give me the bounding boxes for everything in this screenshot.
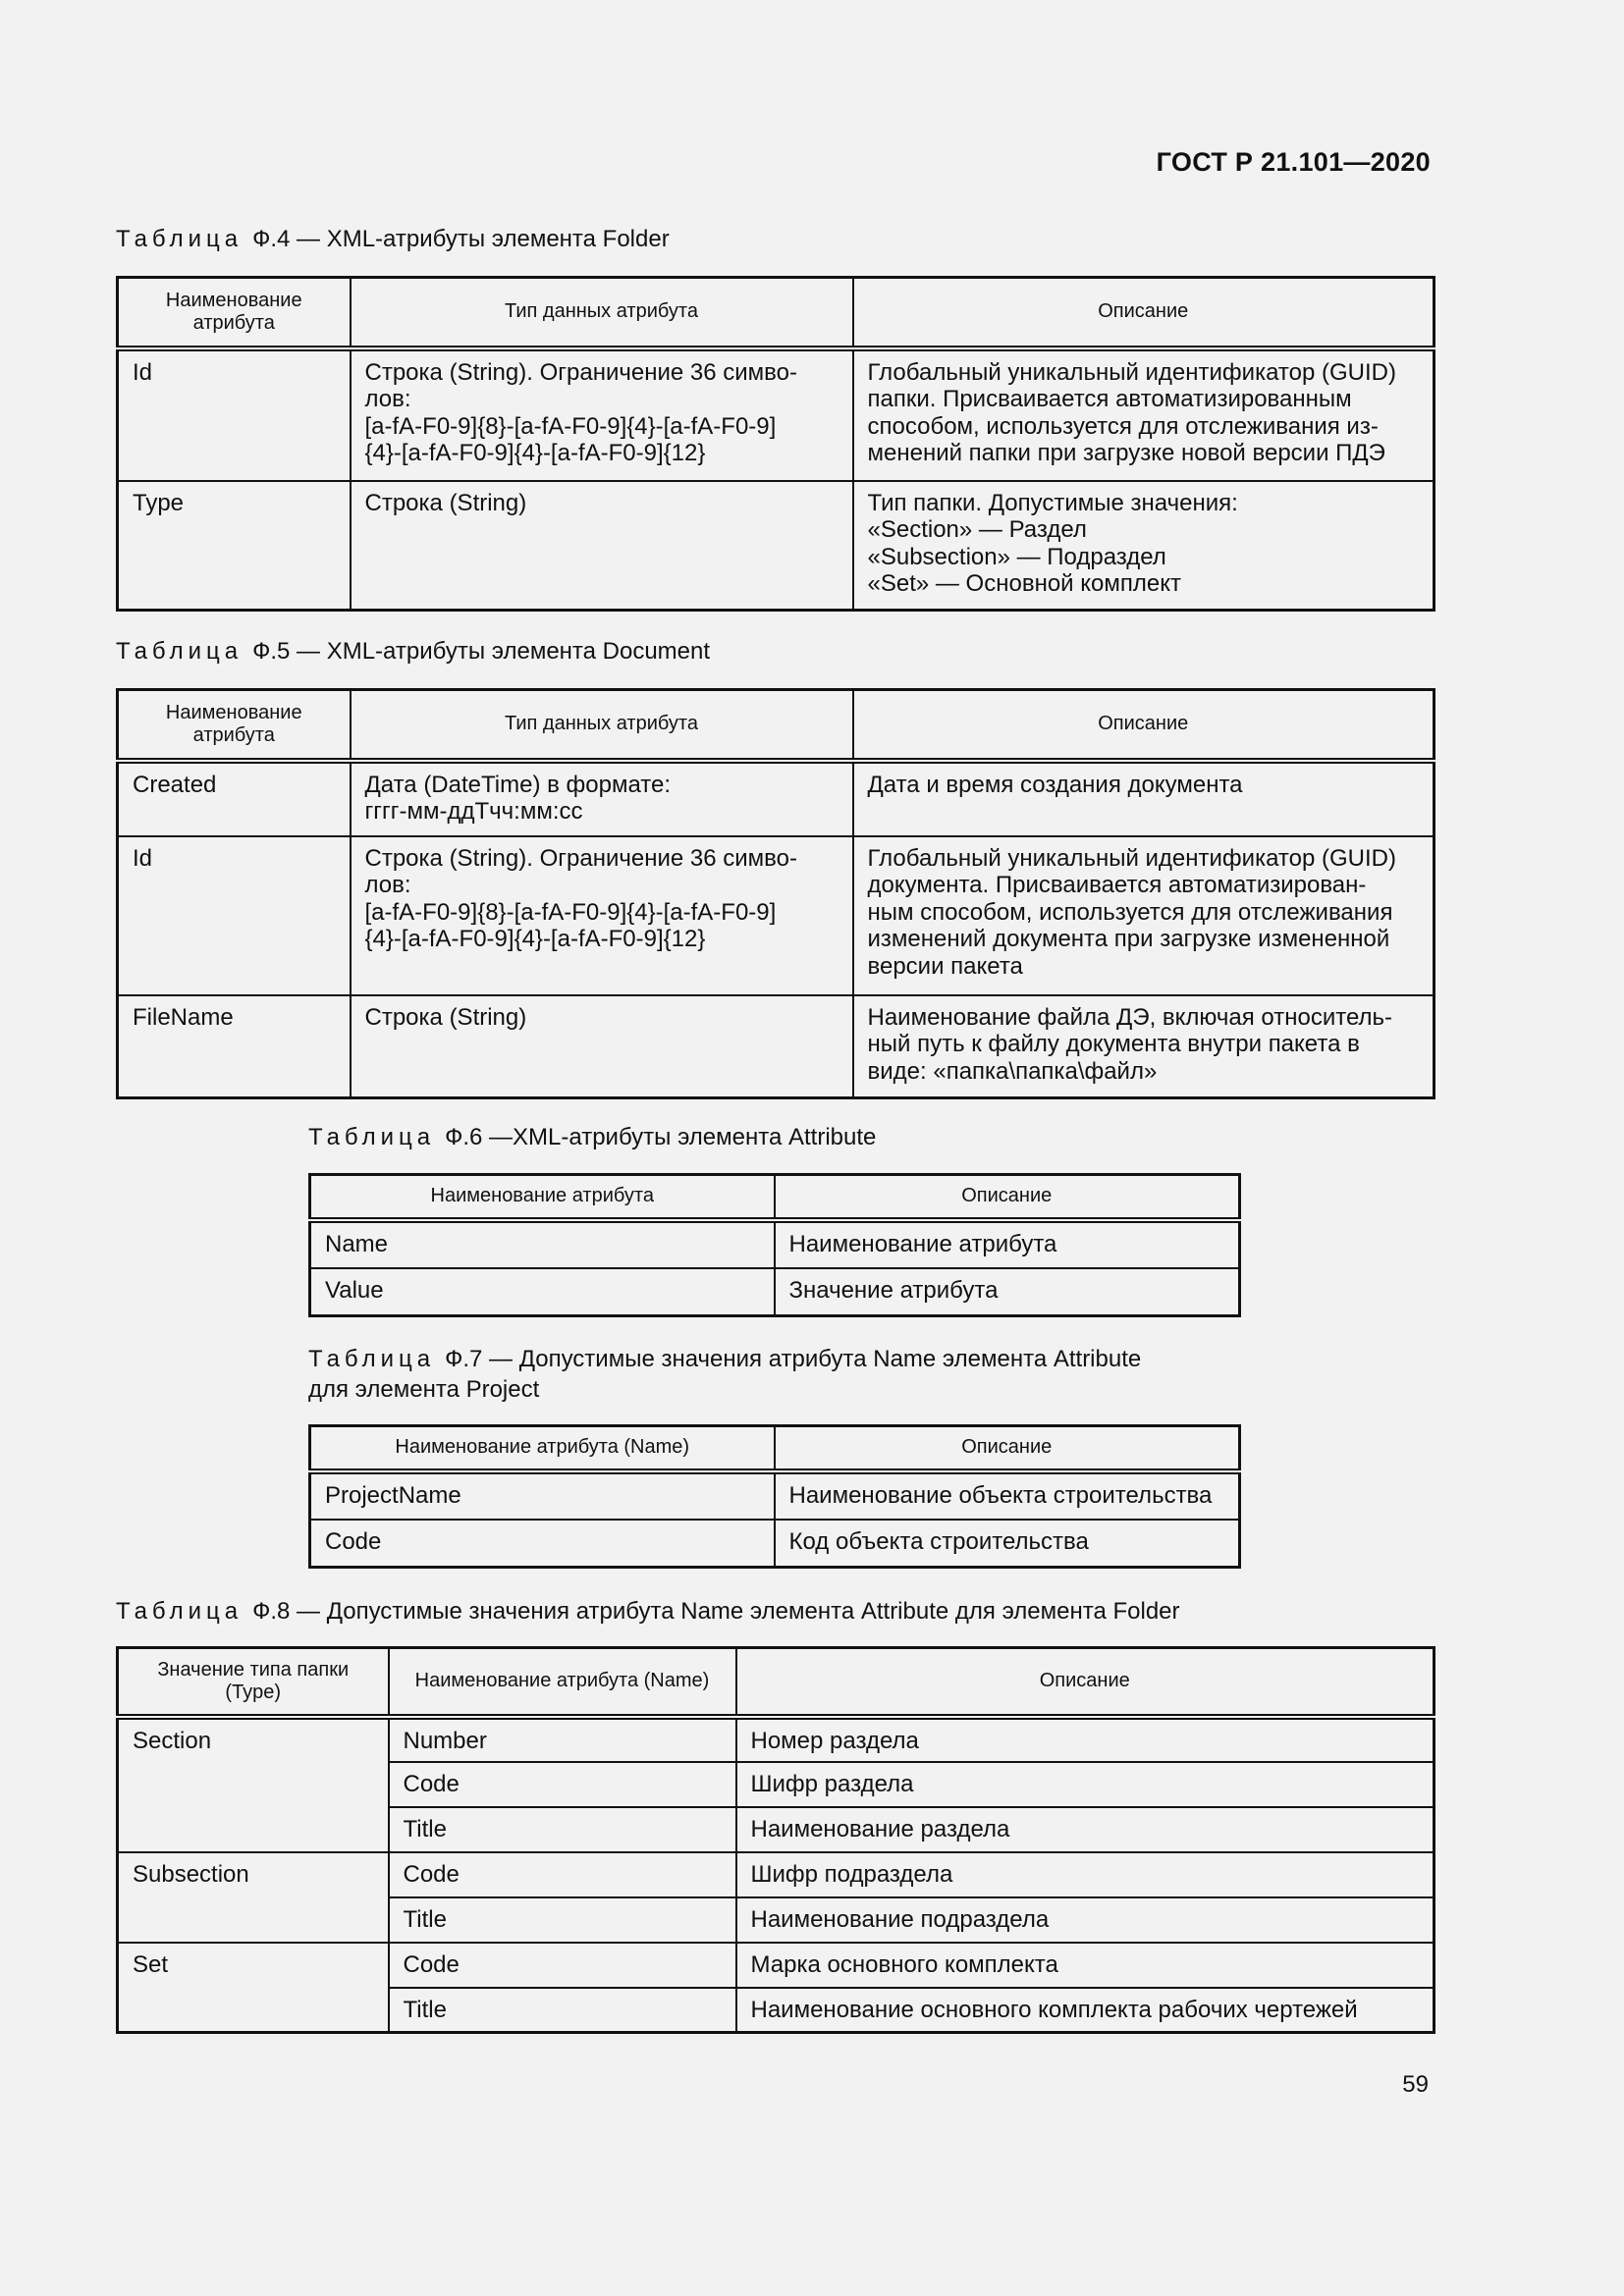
- attribute-description: Наименование объекта строительства: [775, 1471, 1240, 1520]
- table-row: [118, 1852, 1435, 1897]
- caption-text-line2: для элемента Project: [308, 1376, 540, 1403]
- page-number: 59: [1402, 2071, 1429, 2098]
- document-code: ГОСТ Р 21.101—2020: [1156, 147, 1431, 177]
- folder-type: Subsection: [118, 1852, 389, 1943]
- folder-type: Section: [118, 1717, 389, 1852]
- attribute-name: Id: [118, 348, 351, 481]
- table-f7: [308, 1424, 1241, 1569]
- text-line: версии пакета: [867, 952, 1023, 980]
- text-line: Глобальный уникальный идентификатор (GUID): [867, 358, 1396, 386]
- attribute-name: Code: [389, 1762, 736, 1807]
- text-line: [a-fA-F0-9]{8}-[a-fA-F0-9]{4}-[a-fA-F0-9]: [364, 412, 777, 440]
- column-header: Описание: [853, 278, 1435, 348]
- attribute-description: Марка основного комплекта: [736, 1943, 1435, 1988]
- table-row: [118, 761, 1435, 836]
- attribute-description: [853, 761, 1435, 836]
- text-line: менений папки при загрузке новой версии ПДЭ: [867, 440, 1385, 466]
- table-row: [310, 1520, 1240, 1568]
- text-line: Наименование файла ДЭ, включая относитель-: [867, 1003, 1393, 1031]
- attribute-name: Value: [310, 1268, 775, 1316]
- caption-prefix: Таблица: [308, 1124, 436, 1150]
- attribute-type: [351, 481, 853, 611]
- table-row: [118, 348, 1435, 481]
- text-line: виде: «папка\папка\файл»: [867, 1057, 1158, 1085]
- text-line: Дата (DateTime) в формате:: [364, 771, 672, 798]
- text-line: лов:: [364, 386, 411, 412]
- table-f5: [116, 688, 1435, 1099]
- column-header: Наименование атрибута (Name): [310, 1426, 775, 1471]
- table-row: [118, 995, 1435, 1098]
- caption-text: Ф.7 — Допустимые значения атрибута Name элемента Attribute: [445, 1346, 1142, 1372]
- attribute-description: Наименование основного комплекта рабочих чертежей: [736, 1988, 1435, 2033]
- column-header: Наименование атрибута: [118, 278, 351, 348]
- caption-prefix: Таблица: [308, 1346, 436, 1372]
- caption-prefix: Таблица: [116, 1598, 244, 1625]
- caption-text: Ф.6 —XML-атрибуты элемента Attribute: [445, 1124, 877, 1150]
- text-line: [a-fA-F0-9]{8}-[a-fA-F0-9]{4}-[a-fA-F0-9]: [364, 898, 777, 926]
- attribute-name: Code: [389, 1943, 736, 1988]
- text-line: «Subsection» — Подраздел: [867, 543, 1166, 570]
- attribute-name: Code: [310, 1520, 775, 1568]
- text-line: Тип папки. Допустимые значения:: [867, 489, 1238, 516]
- table-row: [310, 1268, 1240, 1316]
- attribute-description: Наименование раздела: [736, 1807, 1435, 1852]
- attribute-type: [351, 995, 853, 1098]
- attribute-description: [853, 836, 1435, 995]
- text-line: Строка (String): [364, 489, 527, 516]
- text-line: {4}-[a-fA-F0-9]{4}-[a-fA-F0-9]{12}: [364, 926, 706, 952]
- attribute-name: Title: [389, 1988, 736, 2033]
- attribute-name: Name: [310, 1220, 775, 1268]
- caption-text: Ф.8 — Допустимые значения атрибута Name элемента Attribute для элемента Folder: [252, 1598, 1180, 1625]
- text-line: ный путь к файлу документа внутри пакета в: [867, 1031, 1360, 1057]
- attribute-description: [853, 995, 1435, 1098]
- caption-text: Ф.4 — XML-атрибуты элемента Folder: [252, 226, 670, 252]
- column-header: Описание: [775, 1175, 1240, 1220]
- attribute-type: [351, 348, 853, 481]
- attribute-name: Type: [118, 481, 351, 611]
- column-header: Тип данных атрибута: [351, 690, 853, 761]
- column-header: Описание: [736, 1648, 1435, 1717]
- text-line: Строка (String). Ограничение 36 симво-: [364, 844, 797, 872]
- text-line: «Section» — Раздел: [867, 516, 1087, 543]
- attribute-name: Code: [389, 1852, 736, 1897]
- column-header: Тип данных атрибута: [351, 278, 853, 348]
- column-header: Наименование атрибута: [118, 690, 351, 761]
- table-row: [118, 1943, 1435, 1988]
- table-f4: [116, 276, 1435, 612]
- attribute-description: Шифр подраздела: [736, 1852, 1435, 1897]
- column-header: Значение типа папки (Type): [118, 1648, 389, 1717]
- attribute-name: FileName: [118, 995, 351, 1098]
- attribute-name: Title: [389, 1897, 736, 1943]
- table-row: [310, 1471, 1240, 1520]
- caption-text: Ф.5 — XML-атрибуты элемента Document: [252, 638, 711, 665]
- attribute-name: Number: [389, 1717, 736, 1762]
- attribute-type: [351, 836, 853, 995]
- text-line: {4}-[a-fA-F0-9]{4}-[a-fA-F0-9]{12}: [364, 440, 706, 466]
- table-f5-caption: [116, 636, 710, 667]
- text-line: способом, используется для отслеживания из-: [867, 412, 1379, 440]
- table-row: [118, 1717, 1435, 1762]
- column-header: Описание: [853, 690, 1435, 761]
- attribute-description: Наименование атрибута: [775, 1220, 1240, 1268]
- attribute-description: Номер раздела: [736, 1717, 1435, 1762]
- attribute-description: Код объекта строительства: [775, 1520, 1240, 1568]
- text-line: «Set» — Основной комплект: [867, 570, 1181, 597]
- attribute-description: [853, 481, 1435, 611]
- attribute-description: Наименование подраздела: [736, 1897, 1435, 1943]
- text-line: Дата и время создания документа: [867, 771, 1243, 798]
- text-line: гггг-мм-ддТчч:мм:сс: [364, 798, 583, 825]
- table-f6: [308, 1173, 1241, 1317]
- attribute-type: [351, 761, 853, 836]
- table-f8-caption: [116, 1596, 1180, 1627]
- attribute-name: ProjectName: [310, 1471, 775, 1520]
- text-line: Глобальный уникальный идентификатор (GUID): [867, 844, 1396, 872]
- text-line: ным способом, используется для отслеживания: [867, 898, 1393, 926]
- text-line: изменений документа при загрузке измененной: [867, 926, 1390, 952]
- column-header: Наименование атрибута (Name): [389, 1648, 736, 1717]
- caption-prefix: Таблица: [116, 226, 244, 252]
- text-line: Строка (String): [364, 1003, 527, 1031]
- table-row: [118, 481, 1435, 611]
- text-line: Строка (String). Ограничение 36 симво-: [364, 358, 797, 386]
- table-f7-caption: [308, 1344, 1141, 1405]
- attribute-description: Шифр раздела: [736, 1762, 1435, 1807]
- table-f4-caption: [116, 224, 670, 254]
- attribute-name: Id: [118, 836, 351, 995]
- text-line: папки. Присваивается автоматизированным: [867, 386, 1352, 412]
- table-f6-caption: [308, 1122, 876, 1152]
- attribute-name: Title: [389, 1807, 736, 1852]
- text-line: документа. Присваивается автоматизирован-: [867, 872, 1367, 898]
- folder-type: Set: [118, 1943, 389, 2033]
- column-header: Наименование атрибута: [310, 1175, 775, 1220]
- attribute-name: Created: [118, 761, 351, 836]
- table-row: [310, 1220, 1240, 1268]
- text-line: лов:: [364, 872, 411, 898]
- attribute-description: Значение атрибута: [775, 1268, 1240, 1316]
- attribute-description: [853, 348, 1435, 481]
- table-row: [118, 836, 1435, 995]
- column-header: Описание: [775, 1426, 1240, 1471]
- caption-prefix: Таблица: [116, 638, 244, 665]
- table-f8: [116, 1646, 1435, 2034]
